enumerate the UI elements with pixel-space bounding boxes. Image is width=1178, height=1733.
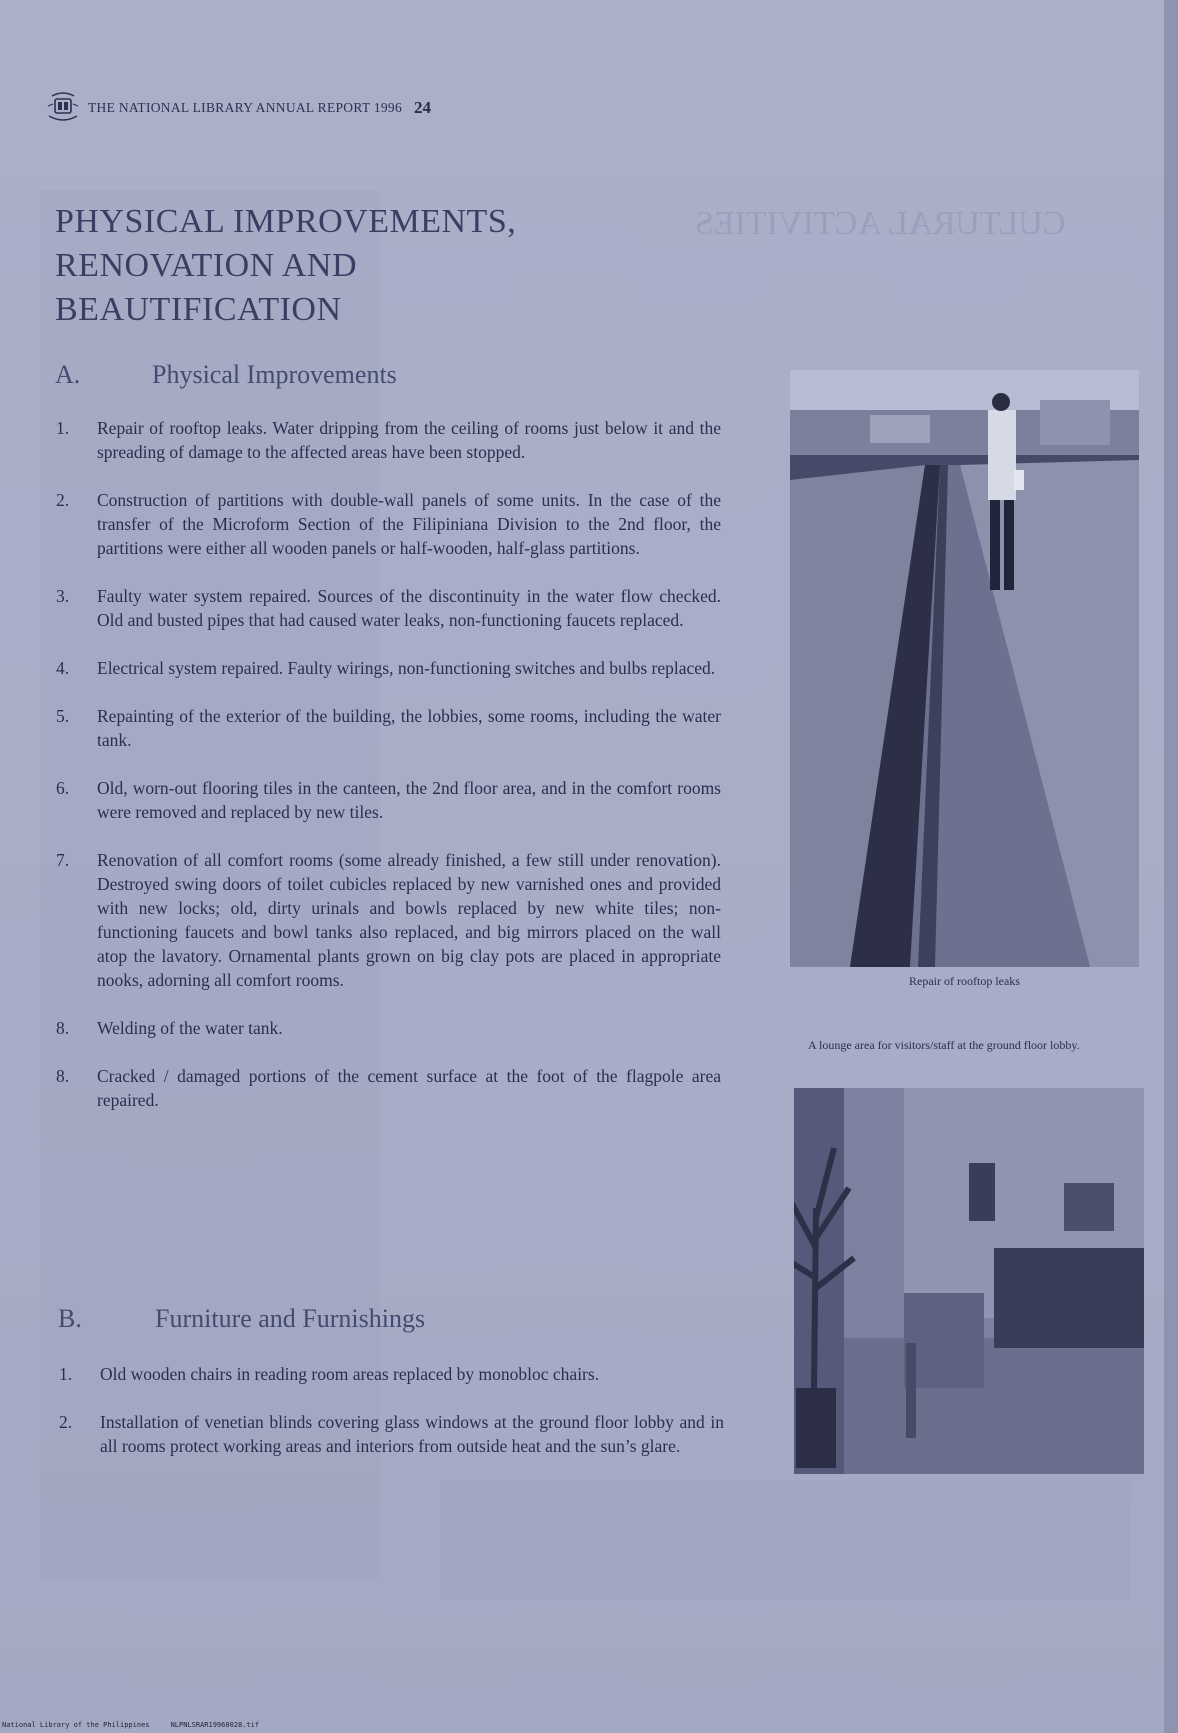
list-item: 1. Repair of rooftop leaks. Water dripping from the ceiling of rooms just below it and the spreading of damage to the affected areas have been stopped. <box>56 418 721 462</box>
running-header <box>46 88 431 128</box>
list-item: 8. Cracked / damaged portions of the cement surface at the foot of the flagpole area repaired. <box>56 1066 721 1110</box>
list-item: 2. Construction of partitions with double-wall panels of some units. In the case of the transfer of the Microform Section of the Filipiniana Division to the 2nd floor, the partitions were either all wooden panels or half-wooden, half-glass partitions. <box>56 490 721 558</box>
rooftop-photo <box>790 370 1139 967</box>
section-a-letter: A. <box>55 360 81 389</box>
section-b-title: Furniture and Furnishings <box>155 1304 426 1333</box>
list-item: 3. Faulty water system repaired. Sources of the discontinuity in the water flow checked. Old and busted pipes that had caused water leaks, non-functioning faucets replaced. <box>56 586 721 630</box>
list-item: 4. Electrical system repaired. Faulty wirings, non-functioning switches and bulbs replaced. <box>56 658 716 678</box>
national-library-seal-icon <box>46 90 80 126</box>
rooftop-photo-caption: Repair of rooftop leaks <box>909 974 1020 988</box>
bleed-through-heading: CULTURAL ACTIVITIES <box>695 205 1066 242</box>
lounge-photo-illustration <box>794 1088 1144 1474</box>
section-a-list <box>56 416 721 1112</box>
title-line-1: PHYSICAL IMPROVEMENTS, <box>55 203 517 240</box>
list-item: 7. Renovation of all comfort rooms (some already finished, a few still under renovation). Destroyed swing doors of toilet cubicles replaced by new varnished ones and provided with new locks; old, dirty urinals and bowls replaced by new white tiles; non-functioning faucets and bowl tanks also replaced, and big mirrors placed on the wall atop the lavatory. Ornamental plants grown on big clay pots are placed in appropriate nooks, adorning all comfort rooms. <box>56 850 721 990</box>
lounge-photo-caption: A lounge area for visitors/staff at the ground floor lobby. <box>808 1038 1080 1052</box>
lounge-photo <box>794 1088 1144 1474</box>
page-number: 24 <box>414 98 432 117</box>
section-b-letter: B. <box>58 1304 82 1333</box>
scan-edge-strip <box>1164 0 1178 1733</box>
title-line-3: BEAUTIFICATION <box>55 291 342 328</box>
bleed-through-block <box>440 1480 1130 1600</box>
title-line-2: RENOVATION AND <box>55 247 357 284</box>
scan-footer: National Library of the Philippines NLPNLSRAR19960028.tif <box>2 1721 260 1729</box>
section-a-heading <box>55 360 397 390</box>
list-item: 6. Old, worn-out flooring tiles in the canteen, the 2nd floor area, and in the comfort rooms were removed and replaced by new tiles. <box>56 778 721 822</box>
list-item: 8. Welding of the water tank. <box>56 1018 283 1038</box>
list-item: 2. Installation of venetian blinds covering glass windows at the ground floor lobby and in all rooms protect working areas and interiors from outside heat and the sun’s glare. <box>59 1412 724 1456</box>
page-title <box>55 200 516 332</box>
report-title: THE NATIONAL LIBRARY ANNUAL REPORT 1996 <box>88 100 403 115</box>
section-b-list <box>59 1362 724 1458</box>
list-item: 5. Repainting of the exterior of the building, the lobbies, some rooms, including the water tank. <box>56 706 721 750</box>
list-item: 1. Old wooden chairs in reading room areas replaced by monobloc chairs. <box>59 1364 600 1384</box>
section-a-title: Physical Improvements <box>152 360 397 389</box>
section-b-heading <box>58 1304 425 1334</box>
rooftop-photo-illustration <box>790 370 1139 967</box>
